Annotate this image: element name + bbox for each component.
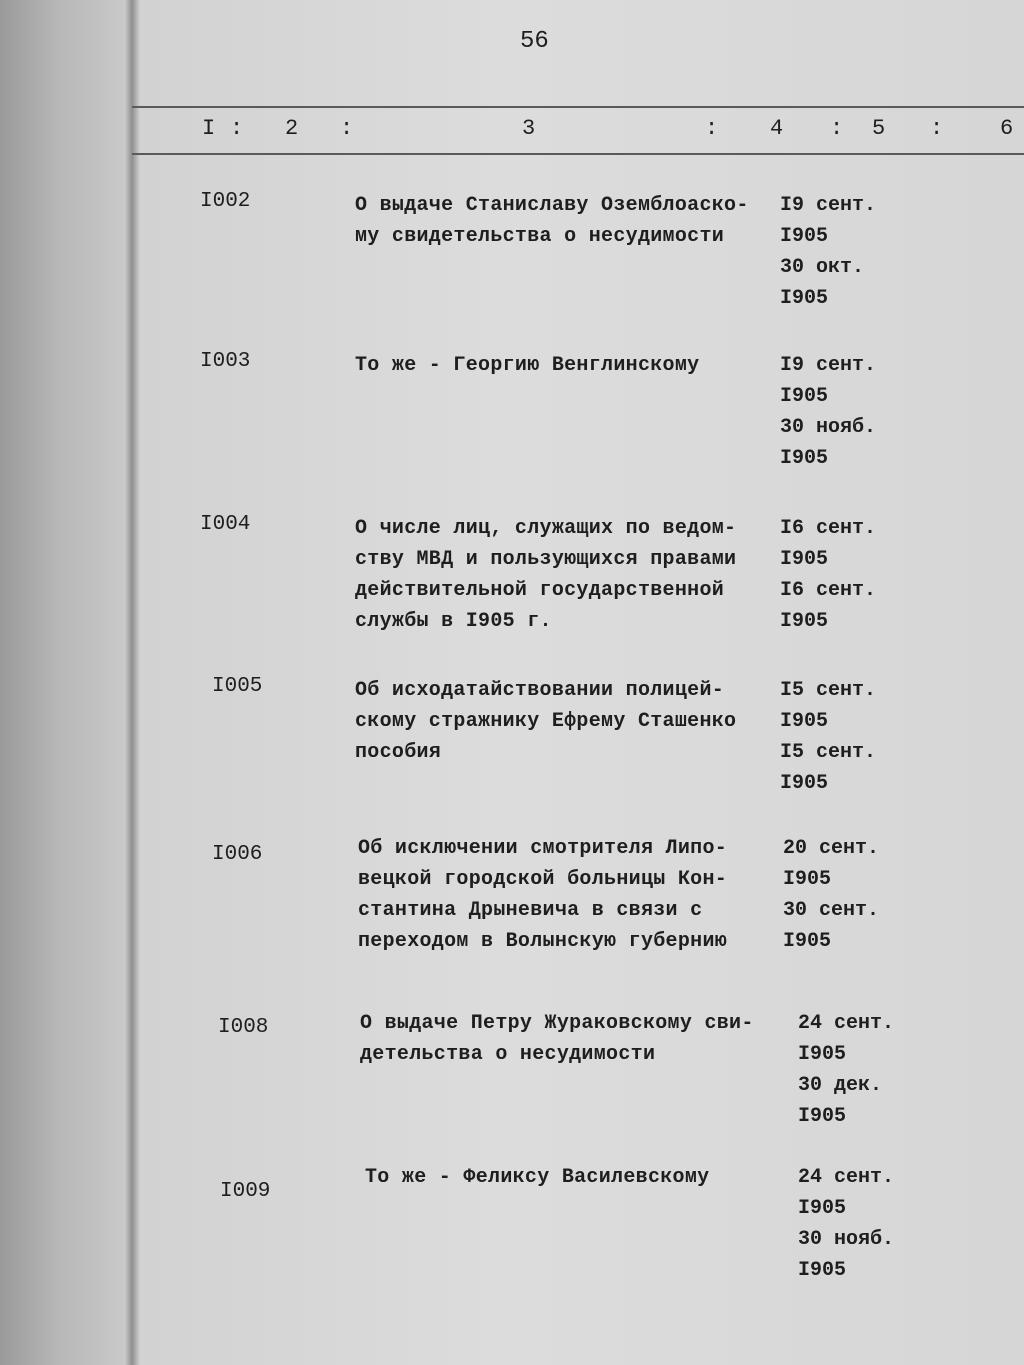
- entry-number: I005: [212, 675, 263, 698]
- end-year: I905: [780, 447, 829, 470]
- header-bottom-rule: [132, 153, 1024, 155]
- column-header-5: 5: [872, 116, 886, 141]
- entry-number: I008: [218, 1016, 269, 1039]
- description-line: стантина Дрыневича в связи с: [358, 899, 703, 922]
- entry-number: I006: [212, 843, 263, 866]
- start-year: I905: [783, 868, 832, 891]
- entry-dates: [780, 513, 876, 637]
- end-year: I905: [783, 930, 832, 953]
- description-line: службы в I905 г.: [355, 610, 552, 633]
- start-date: 20 сент.: [783, 837, 880, 860]
- description-line: Об исходатайствовании полицей-: [355, 679, 725, 702]
- start-date: I6 сент.: [780, 517, 877, 540]
- end-date: 30 дек.: [798, 1074, 883, 1097]
- entry-dates: [798, 1162, 894, 1286]
- header-top-rule: [132, 106, 1024, 108]
- end-year: I905: [798, 1105, 847, 1128]
- entry-description: [355, 675, 785, 768]
- start-year: I905: [780, 225, 829, 248]
- start-date: I5 сент.: [780, 679, 877, 702]
- description-line: вецкой городской больницы Кон-: [358, 868, 728, 891]
- start-year: I905: [780, 548, 829, 571]
- description-line: То же - Георгию Венглинскому: [355, 354, 700, 377]
- description-line: детельства о несудимости: [360, 1043, 656, 1066]
- description-line: переходом в Волынскую губернию: [358, 930, 728, 953]
- column-separator: :: [340, 116, 354, 141]
- entry-dates: [780, 350, 876, 474]
- end-date: I5 сент.: [780, 741, 877, 764]
- column-header-1: I: [202, 116, 216, 141]
- entry-number: I002: [200, 190, 251, 213]
- entry-dates: [780, 675, 876, 799]
- end-date: 30 окт.: [780, 256, 865, 279]
- column-separator: :: [830, 116, 844, 141]
- entry-description: [365, 1162, 795, 1193]
- column-header-3: 3: [522, 116, 536, 141]
- column-separator: :: [930, 116, 944, 141]
- start-year: I905: [798, 1197, 847, 1220]
- end-date: 30 нояб.: [798, 1228, 895, 1251]
- column-header-6: 6: [1000, 116, 1014, 141]
- end-date: 30 нояб.: [780, 416, 877, 439]
- end-date: 30 сент.: [783, 899, 880, 922]
- description-line: О выдаче Станиславу Оземблоаско-: [355, 194, 749, 217]
- end-year: I905: [798, 1259, 847, 1282]
- column-header-2: 2: [285, 116, 299, 141]
- entry-description: [360, 1008, 790, 1070]
- end-year: I905: [780, 287, 829, 310]
- entry-number: I003: [200, 350, 251, 373]
- entry-description: [355, 350, 785, 381]
- start-date: 24 сент.: [798, 1012, 895, 1035]
- description-line: скому стражнику Ефрему Сташенко: [355, 710, 737, 733]
- start-year: I905: [780, 385, 829, 408]
- description-line: пособия: [355, 741, 442, 764]
- page-number: 56: [520, 28, 549, 55]
- start-date: 24 сент.: [798, 1166, 895, 1189]
- description-line: действительной государственной: [355, 579, 725, 602]
- entry-number: I009: [220, 1180, 271, 1203]
- end-date: I6 сент.: [780, 579, 877, 602]
- start-year: I905: [780, 710, 829, 733]
- entry-description: [358, 833, 788, 957]
- start-date: I9 сент.: [780, 194, 877, 217]
- entry-dates: [780, 190, 876, 314]
- column-separator: :: [705, 116, 719, 141]
- description-line: О числе лиц, служащих по ведом-: [355, 517, 737, 540]
- description-line: му свидетельства о несудимости: [355, 225, 725, 248]
- entry-number: I004: [200, 513, 251, 536]
- description-line: То же - Феликсу Василевскому: [365, 1166, 710, 1189]
- start-date: I9 сент.: [780, 354, 877, 377]
- description-line: ству МВД и пользующихся правами: [355, 548, 737, 571]
- column-header-4: 4: [770, 116, 784, 141]
- description-line: О выдаче Петру Жураковскому сви-: [360, 1012, 754, 1035]
- end-year: I905: [780, 610, 829, 633]
- entry-dates: [783, 833, 879, 957]
- entry-dates: [798, 1008, 894, 1132]
- start-year: I905: [798, 1043, 847, 1066]
- end-year: I905: [780, 772, 829, 795]
- description-line: Об исключении смотрителя Липо-: [358, 837, 728, 860]
- entry-description: [355, 513, 785, 637]
- entry-description: [355, 190, 785, 252]
- column-separator: :: [230, 116, 244, 141]
